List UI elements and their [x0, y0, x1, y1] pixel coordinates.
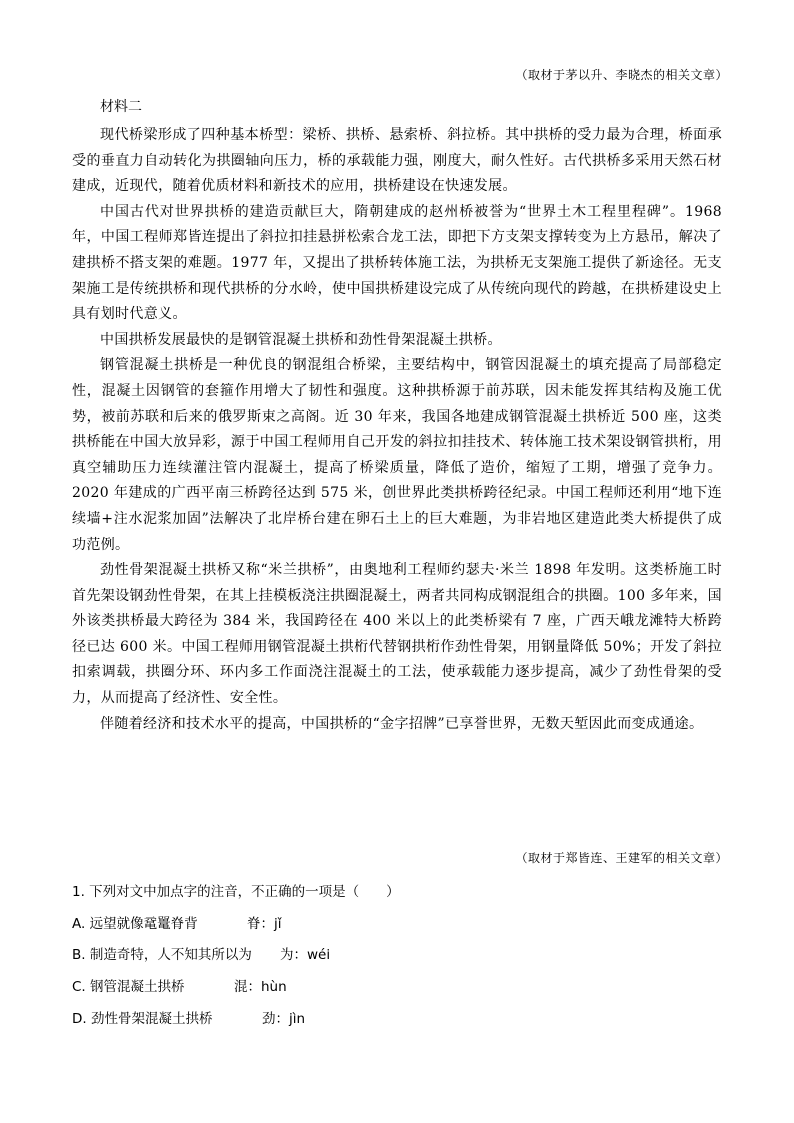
article-body	[72, 123, 722, 737]
option-b-note: 为：wéi	[280, 947, 331, 963]
source-citation-1: （取材于茅以升、李晓杰的相关文章）	[515, 68, 728, 82]
option-c	[72, 975, 287, 995]
option-d	[72, 1007, 305, 1027]
option-c-text: C. 钢管混凝土拱桥	[72, 979, 185, 995]
option-a-note: 脊：jǐ	[247, 916, 282, 932]
paragraph: 劲性骨架混凝土拱桥又称“米兰拱桥”，由奥地利工程师约瑟夫·米兰 1898 年发明。这类桥施工时首先架设钢劲性骨架，在其上挂模板浇注拱圈混凝土，两者共同构成钢混组合的拱圈。100 多年来，国外该类拱桥最大跨径为 384 米，我国跨径在 400 米以上的此类桥梁有 7 座，广西天峨龙滩特大桥跨径已达 600 米。中国工程师用钢管混凝土拱桁代替钢拱桁作劲性骨架，用钢量降低 50%；开发了斜拉扣索调载，拱圈分环、环内多工作面浇注混凝土的工法，使承载能力逐步提高，减少了劲性骨架的受力，从而提高了经济性、安全性。	[72, 562, 722, 707]
paragraph: 现代桥梁形成了四种基本桥型：梁桥、拱桥、悬索桥、斜拉桥。其中拱桥的受力最为合理，桥面承受的垂直力自动转化为拱圈轴向压力，桥的承载能力强，刚度大，耐久性好。古代拱桥多采用天然石材建成，近现代，随着优质材料和新技术的应用，拱桥建设在快速发展。	[72, 127, 722, 195]
paragraph: 伴随着经济和技术水平的提高，中国拱桥的“金字招牌”已享誉世界，无数天堑因此而变成通途。	[100, 715, 704, 732]
option-d-note: 劲：jìn	[262, 1011, 306, 1027]
option-b-text: B. 制造奇特，人不知其所以为	[72, 947, 252, 963]
paragraph: 钢管混凝土拱桥是一种优良的钢混组合桥梁，主要结构中，钢管因混凝土的填充提高了局部稳定性，混凝土因钢管的套箍作用增大了韧性和强度。这种拱桥源于前苏联，因未能发挥其结构及施工优势，被前苏联和后来的俄罗斯束之高阁。近 30 年来，我国各地建成钢管混凝土拱桥近 500 座，这类拱桥能在中国大放异彩，源于中国工程师用自己开发的斜拉扣挂技术、转体施工技术架设钢管拱桁，用真空辅助压力连续灌注管内混凝土，提高了桥梁质量，降低了造价，缩短了工期，增强了竞争力。2020 年建成的广西平南三桥跨径达到 575 米，创世界此类拱桥跨径纪录。中国工程师还利用“地下连续墙+注水泥浆加固”法解决了北岸桥台建在卵石土上的巨大难题，为非岩地区建造此类大桥提供了成功范例。	[72, 357, 722, 553]
option-c-note: 混：hùn	[234, 979, 287, 995]
source-citation-2: （取材于郑皆连、王建军的相关文章）	[515, 851, 728, 865]
question-stem: 1. 下列对文中加点字的注音，不正确的一项是（ ）	[72, 884, 400, 900]
option-d-text: D. 劲性骨架混凝土拱桥	[72, 1011, 213, 1027]
option-a	[72, 912, 282, 932]
option-a-text: A. 远望就像鼋鼍脊背	[72, 916, 198, 932]
material-heading: 材料二	[100, 99, 142, 115]
paragraph: 中国拱桥发展最快的是钢管混凝土拱桥和劲性骨架混凝土拱桥。	[100, 331, 502, 348]
option-b	[72, 943, 330, 963]
paragraph: 中国古代对世界拱桥的建造贡献巨大，隋朝建成的赵州桥被誉为“世界土木工程里程碑”。1968 年，中国工程师郑皆连提出了斜拉扣挂悬拼松索合龙工法，即把下方支架支撑转变为上方悬吊，解决了建拱桥不搭支架的难题。1977 年，又提出了拱桥转体施工法，为拱桥无支架施工提供了新途径。无支架施工是传统拱桥和现代拱桥的分水岭，使中国拱桥建设完成了从传统向现代的跨越，在拱桥建设史上具有划时代意义。	[72, 203, 722, 323]
